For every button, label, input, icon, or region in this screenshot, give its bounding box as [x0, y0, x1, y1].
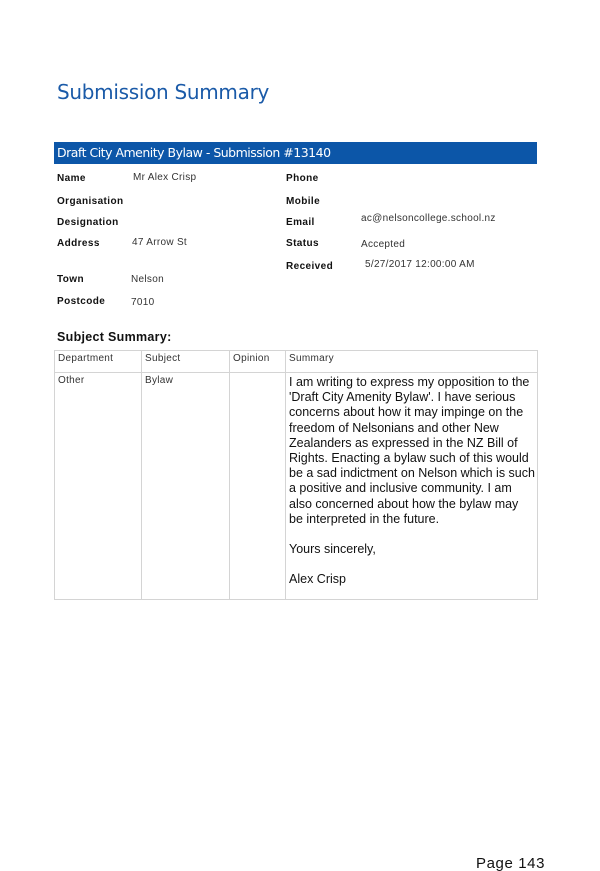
address-value: 47 Arrow St [132, 237, 187, 248]
table-row [55, 373, 538, 600]
column-header-subject: Subject [142, 351, 230, 373]
town-value: Nelson [131, 274, 164, 285]
status-label: Status [286, 238, 319, 249]
received-label: Received [286, 261, 334, 272]
mobile-label: Mobile [286, 196, 321, 207]
email-label: Email [286, 217, 315, 228]
summary-signature: Alex Crisp [289, 572, 346, 587]
town-label: Town [57, 274, 84, 285]
designation-label: Designation [57, 217, 119, 228]
summary-paragraph: I am writing to express my opposition to the 'Draft City Amenity Bylaw'. I have serious concerns about how it may impinge on the freedom of Nelsonians and other New Zealanders as expressed in the NZ Bill of Rights. Enacting a bylaw such of this would be a sad indictment on Nelson which is such a positive and inclusive community. I am also concerned about how the bylaw may be interpreted in the future. [289, 375, 535, 526]
table-header-row [55, 351, 538, 373]
address-label: Address [57, 238, 100, 249]
postcode-value: 7010 [131, 297, 155, 308]
postcode-label: Postcode [57, 296, 106, 307]
column-header-opinion: Opinion [230, 351, 286, 373]
subject-summary-table [54, 350, 538, 600]
subject-summary-heading: Subject Summary: [57, 330, 172, 344]
page-title: Submission Summary [57, 80, 270, 104]
organisation-label: Organisation [57, 196, 124, 207]
opinion-cell [230, 373, 286, 600]
page-number: Page 143 [476, 855, 546, 871]
submission-banner: Draft City Amenity Bylaw - Submission #13140 [54, 142, 537, 164]
subject-cell: Bylaw [142, 373, 230, 600]
email-value: ac@nelsoncollege.school.nz [361, 213, 496, 224]
name-value: Mr Alex Crisp [133, 172, 197, 183]
received-value: 5/27/2017 12:00:00 AM [365, 259, 475, 270]
status-value: Accepted [361, 239, 406, 250]
column-header-department: Department [55, 351, 142, 373]
name-label: Name [57, 173, 86, 184]
department-cell: Other [55, 373, 142, 600]
phone-label: Phone [286, 173, 319, 184]
summary-cell [286, 373, 538, 600]
summary-closing: Yours sincerely, [289, 542, 376, 557]
column-header-summary: Summary [286, 351, 538, 373]
